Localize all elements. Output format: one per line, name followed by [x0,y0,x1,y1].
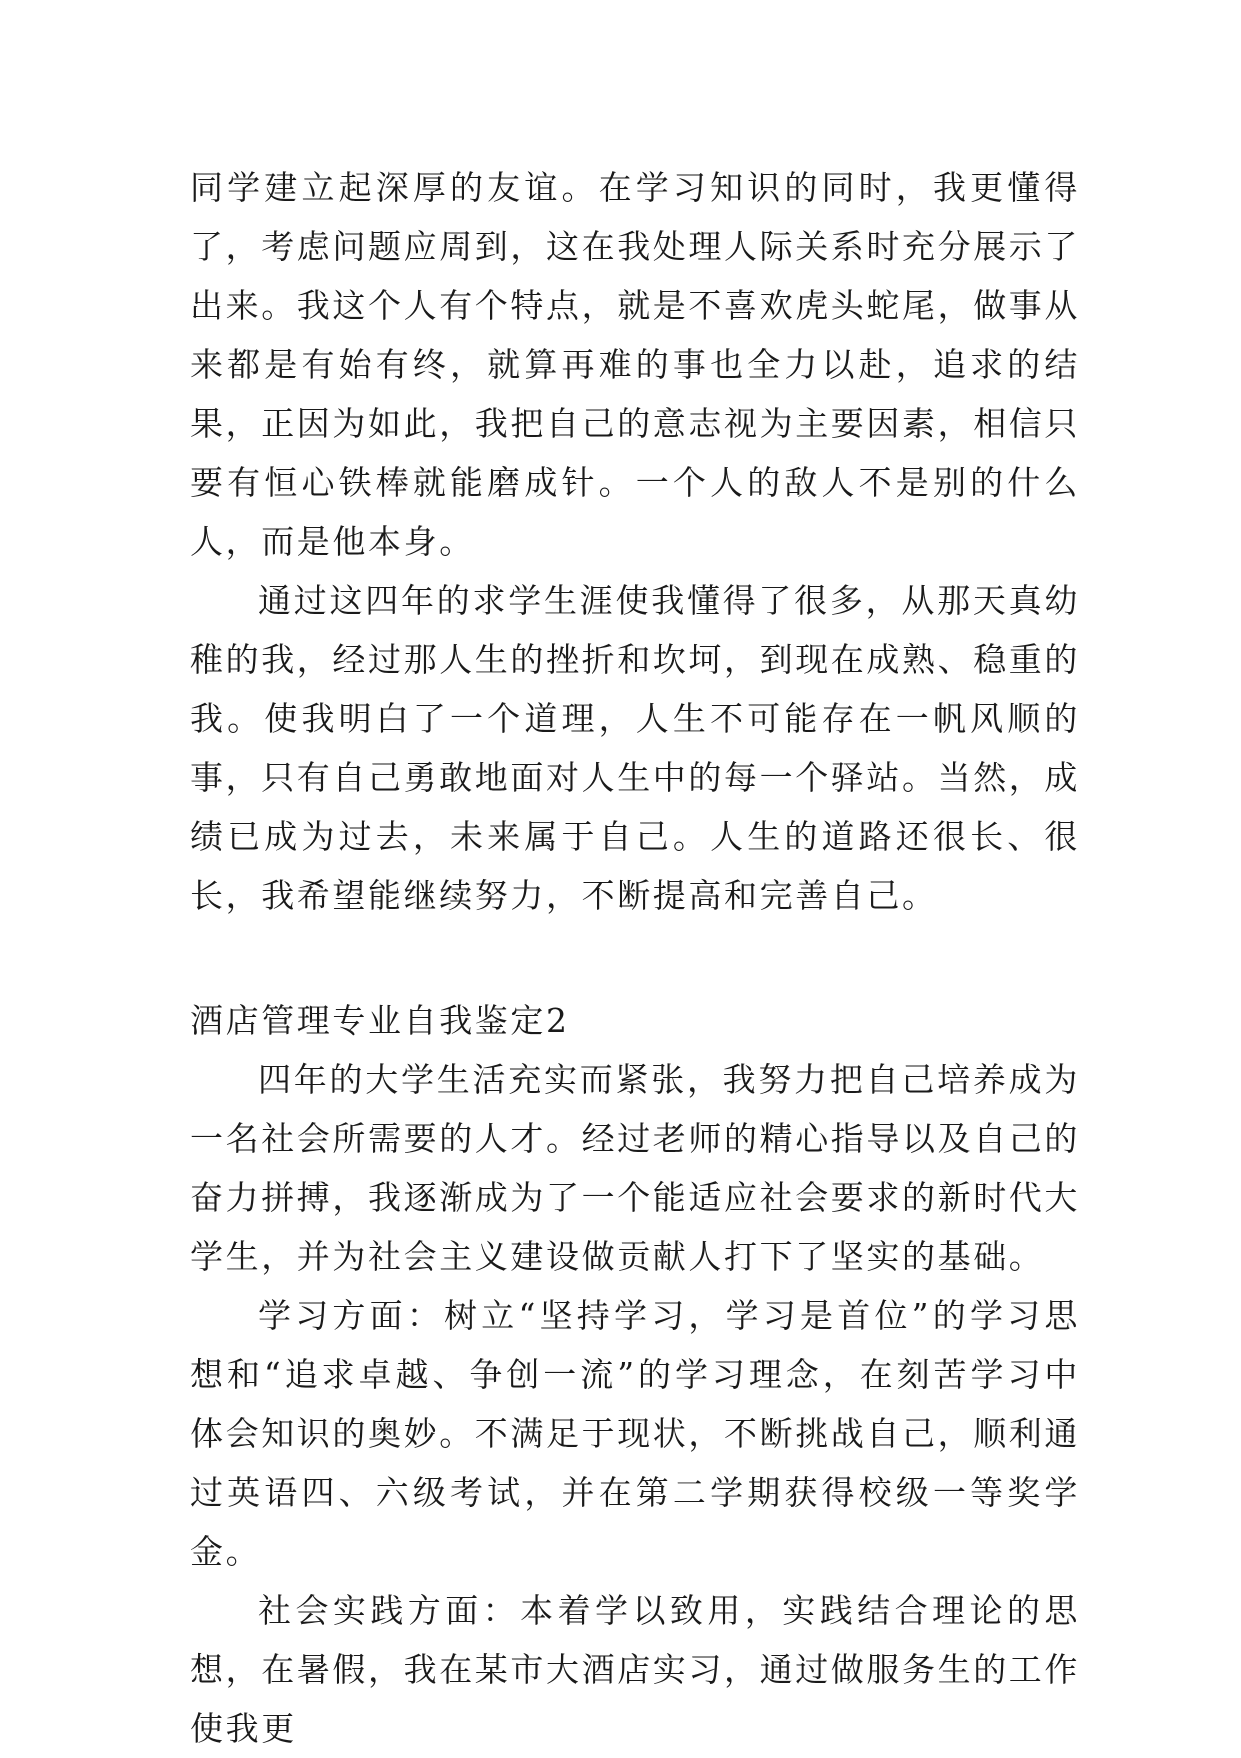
paragraph-four-years: 通过这四年的求学生涯使我懂得了很多，从那天真幼稚的我，经过那人生的挫折和坎坷，到现在成熟、稳重的我。使我明白了一个道理，人生不可能存在一帆风顺的事，只有自己勇敢地面对人生中的每一个驿站。当然，成绩已成为过去，未来属于自己。人生的道路还很长、很长，我希望能继续努力，不断提高和完善自己。 [190,581,1080,915]
paragraph-continued: 同学建立起深厚的友谊。在学习知识的同时，我更懂得了，考虑问题应周到，这在我处理人际关系时充分展示了出来。我这个人有个特点，就是不喜欢虎头蛇尾，做事从来都是有始有终，就算再难的事也全力以赴，追求的结果，正因为如此，我把自己的意志视为主要因素，相信只要有恒心铁棒就能磨成针。一个人的敌人不是别的什么人，而是他本身。 [190,168,1080,561]
paragraph-study: 学习方面：树立“坚持学习，学习是首位”的学习思想和“追求卓越、争创一流”的学习理念，在刻苦学习中体会知识的奥妙。不满足于现状，不断挑战自己，顺利通过英语四、六级考试，并在第二学期获得校级一等奖学金。 [190,1296,1080,1571]
paragraph-social-practice: 社会实践方面：本着学以致用，实践结合理论的思想，在暑假，我在某市大酒店实习，通过做服务生的工作使我更 [190,1591,1080,1748]
paragraph-university-life: 四年的大学生活充实而紧张，我努力把自己培养成为一名社会所需要的人才。经过老师的精心指导以及自己的奋力拼搏，我逐渐成为了一个能适应社会要求的新时代大学生，并为社会主义建设做贡献人打下了坚实的基础。 [190,1060,1080,1276]
document-body [190,158,1080,1758]
section-title: 酒店管理专业自我鉴定2 [190,1001,570,1040]
